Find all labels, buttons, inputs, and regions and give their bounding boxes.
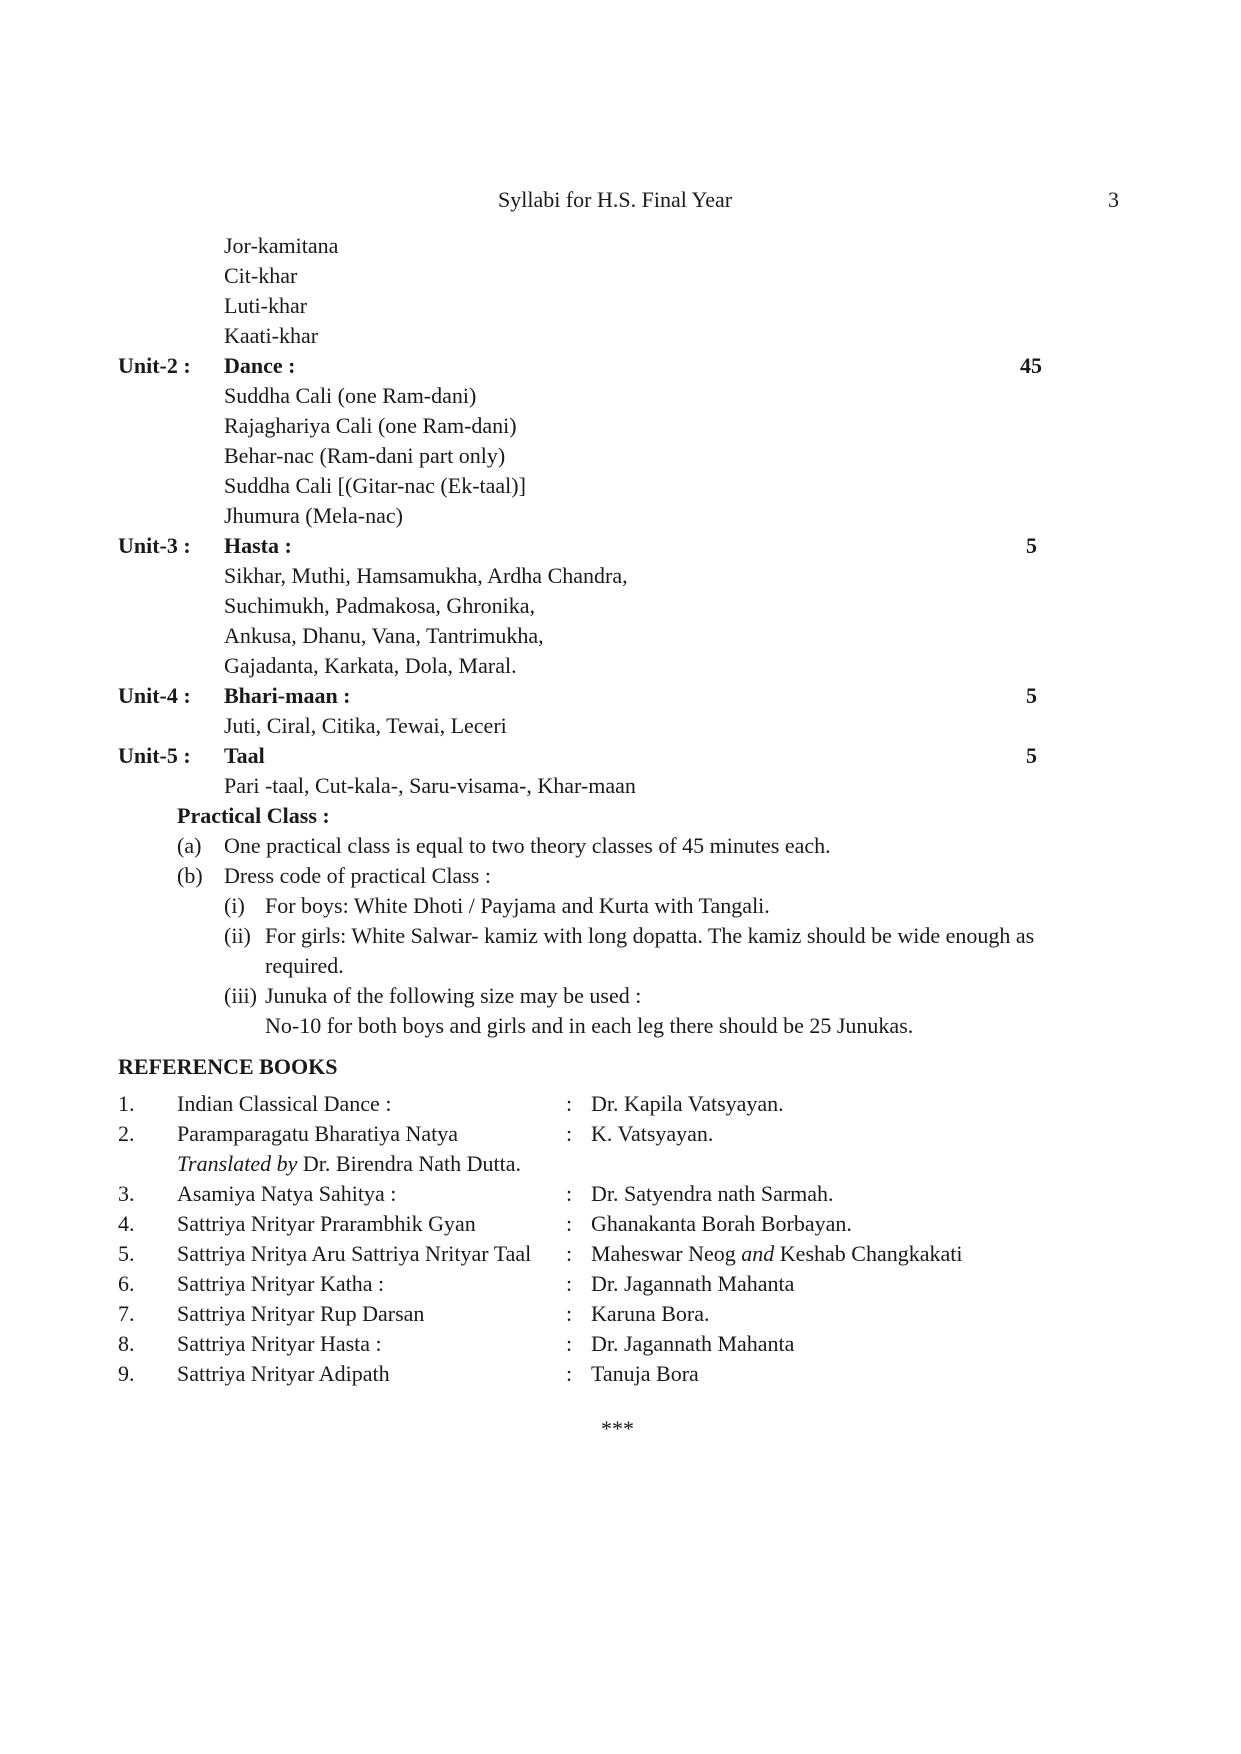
reference-author: K. Vatsyayan. [591, 1121, 714, 1146]
unit-title: Bhari-maan : [224, 683, 351, 708]
reference-translator [177, 1149, 521, 1179]
running-header-title: Syllabi for H.S. Final Year [498, 187, 733, 212]
reference-number: 8. [118, 1331, 135, 1356]
unit-item: Suddha Cali [(Gitar-nac (Ek-taal)] [224, 473, 526, 498]
practical-a-text: One practical class is equal to two theory classes of 45 minutes each. [224, 833, 831, 858]
reference-author: Ghanakanta Borah Borbayan. [591, 1211, 852, 1236]
reference-title: Indian Classical Dance : [177, 1091, 392, 1116]
practical-ii-label: (ii) [224, 923, 251, 948]
reference-author: Dr. Jagannath Mahanta [591, 1331, 795, 1356]
reference-separator: : [566, 1361, 573, 1386]
reference-separator: : [566, 1091, 573, 1116]
reference-author [591, 1239, 962, 1269]
reference-number: 4. [118, 1211, 135, 1236]
reference-author: Dr. Kapila Vatsyayan. [591, 1091, 784, 1116]
reference-title: Sattriya Nrityar Katha : [177, 1271, 385, 1296]
reference-title: Sattriya Nrityar Rup Darsan [177, 1301, 425, 1326]
reference-separator: : [566, 1181, 573, 1206]
unit-title: Hasta : [224, 533, 292, 558]
reference-author: Dr. Satyendra nath Sarmah. [591, 1181, 834, 1206]
end-mark: *** [601, 1416, 634, 1441]
reference-number: 6. [118, 1271, 135, 1296]
unit-title: Taal [224, 743, 265, 768]
unit-item: Rajaghariya Cali (one Ram-dani) [224, 413, 517, 438]
practical-i-label: (i) [224, 893, 245, 918]
unit-item: Sikhar, Muthi, Hamsamukha, Ardha Chandra, [224, 563, 628, 588]
translated-by-label: Translated by [177, 1151, 298, 1176]
practical-ii-text: For girls: White Salwar- kamiz with long dopatta. The kamiz should be wide enough as [265, 923, 1035, 948]
unit-marks: 5 [1026, 683, 1037, 708]
unit-item: Gajadanta, Karkata, Dola, Maral. [224, 653, 517, 678]
practical-iii-label: (iii) [224, 983, 257, 1008]
reference-number: 3. [118, 1181, 135, 1206]
reference-number: 2. [118, 1121, 135, 1146]
author-first: Maheswar Neog [591, 1241, 742, 1266]
unit-item: Juti, Ciral, Citika, Tewai, Leceri [224, 713, 507, 738]
reference-separator: : [566, 1241, 573, 1266]
unit-item: Suchimukh, Padmakosa, Ghronika, [224, 593, 536, 618]
author-second: Keshab Changkakati [774, 1241, 963, 1266]
practical-b-text: Dress code of practical Class : [224, 863, 491, 888]
unit-marks: 5 [1026, 743, 1037, 768]
practical-iii-text: Junuka of the following size may be used : [265, 983, 642, 1008]
reference-title: Asamiya Natya Sahitya : [177, 1181, 397, 1206]
reference-separator: : [566, 1271, 573, 1296]
unit-label: Unit-4 : [118, 683, 191, 708]
reference-number: 5. [118, 1241, 135, 1266]
reference-author: Dr. Jagannath Mahanta [591, 1271, 795, 1296]
unit1-item: Jor-kamitana [224, 233, 339, 258]
reference-number: 1. [118, 1091, 135, 1116]
reference-title: Sattriya Nrityar Hasta : [177, 1331, 382, 1356]
reference-separator: : [566, 1331, 573, 1356]
unit-marks: 45 [1020, 353, 1042, 378]
reference-separator: : [566, 1301, 573, 1326]
author-and: and [741, 1241, 775, 1266]
unit-label: Unit-5 : [118, 743, 191, 768]
unit-item: Ankusa, Dhanu, Vana, Tantrimukha, [224, 623, 544, 648]
practical-iii-text-cont: No-10 for both boys and girls and in each leg there should be 25 Junukas. [265, 1013, 914, 1038]
unit1-item: Luti-khar [224, 293, 308, 318]
reference-number: 7. [118, 1301, 135, 1326]
reference-title: Sattriya Nritya Aru Sattriya Nrityar Taal [177, 1241, 532, 1266]
unit-title: Dance : [224, 353, 296, 378]
unit-item: Jhumura (Mela-nac) [224, 503, 403, 528]
unit-item: Behar-nac (Ram-dani part only) [224, 443, 506, 468]
unit1-item: Cit-khar [224, 263, 298, 288]
practical-ii-text-cont: required. [265, 953, 344, 978]
unit-item: Suddha Cali (one Ram-dani) [224, 383, 477, 408]
reference-title: Sattriya Nrityar Prarambhik Gyan [177, 1211, 476, 1236]
references-heading: REFERENCE BOOKS [118, 1054, 338, 1079]
reference-title: Paramparagatu Bharatiya Natya [177, 1121, 458, 1146]
reference-author: Karuna Bora. [591, 1301, 710, 1326]
page-number: 3 [1108, 187, 1119, 212]
reference-separator: : [566, 1121, 573, 1146]
practical-i-text: For boys: White Dhoti / Payjama and Kurta with Tangali. [265, 893, 770, 918]
reference-author: Tanuja Bora [591, 1361, 699, 1386]
unit-label: Unit-2 : [118, 353, 191, 378]
reference-separator: : [566, 1211, 573, 1236]
practical-heading: Practical Class : [177, 803, 330, 828]
unit-item: Pari -taal, Cut-kala-, Saru-visama-, Khar-maan [224, 773, 636, 798]
unit1-item: Kaati-khar [224, 323, 319, 348]
practical-a-label: (a) [177, 833, 202, 858]
reference-number: 9. [118, 1361, 135, 1386]
translator-name: Dr. Birendra Nath Dutta. [297, 1151, 522, 1176]
unit-label: Unit-3 : [118, 533, 191, 558]
unit-marks: 5 [1026, 533, 1037, 558]
practical-b-label: (b) [177, 863, 203, 888]
reference-title: Sattriya Nrityar Adipath [177, 1361, 390, 1386]
